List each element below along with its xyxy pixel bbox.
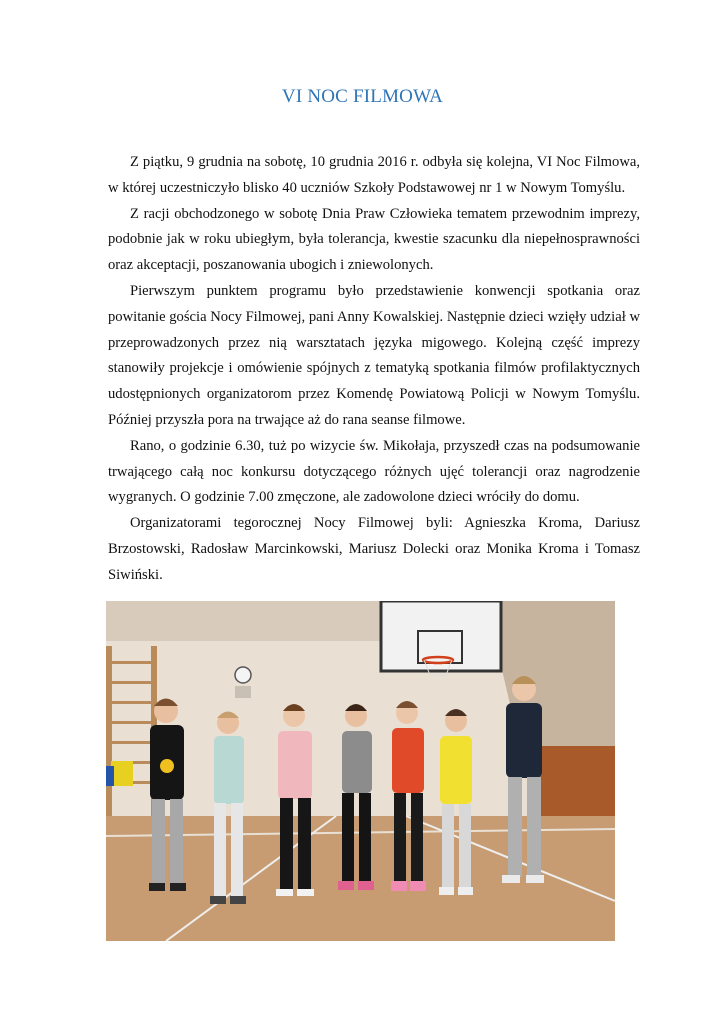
basketball-hoop [381,601,501,675]
page-title: VI NOC FILMOWA [281,86,444,107]
paragraph-4: Rano, o godzinie 6.30, tuż po wizycie św. Mikołaja, przyszedł czas na podsumowanie trwającego całą noc konkursu dotyczącego różnych ujęć tolerancji oraz nagrodzenie wygranych. O godzinie 7.00 zmęczone, ale zadowolone dzieci wróciły do domu. [108,437,640,506]
paragraph-1: Z piątku, 9 grudnia na sobotę, 10 grudnia 2016 r. odbyła się kolejna, VI Noc Filmowa, w której uczestniczyło blisko 40 uczniów Szkoły Podstawowej nr 1 w Nowym Tomyślu. [108,154,640,196]
clock [235,667,251,683]
event-photo [106,601,615,941]
article-body [108,150,640,589]
paragraph-2: Z racji obchodzonego w sobotę Dnia Praw Człowieka tematem przewodnim imprezy, podobnie jak w roku ubiegłym, była tolerancja, kwestie szacunku dla niepełnosprawności oraz akceptacji, poszanowania ubogich i zniewolonych. [108,205,640,274]
paragraph-5: Organizatorami tegorocznej Nocy Filmowej byli: Agnieszka Kroma, Dariusz Brzostowski, Radosław Marcinkowski, Mariusz Dolecki oraz Monika Kroma i Tomasz Siwiński. [108,515,640,583]
paragraph-3: Pierwszym punktem programu było przedstawienie konwencji spotkania oraz powitanie gościa Nocy Filmowej, pani Anny Kowalskiej. Następnie dzieci wzięły udział w przeprowadzonych przez nią warsztatach języka migowego. Kolejną część imprezy stanowiły projekcje i omówienie spójnych z tematyką spotkania filmów profilaktycznych udostępnionych organizatorom przez Komendę Powiatową Policji w Nowym Tomyślu. Później przyszła pora na trwające aż do rana seanse filmowe. [108,282,640,428]
